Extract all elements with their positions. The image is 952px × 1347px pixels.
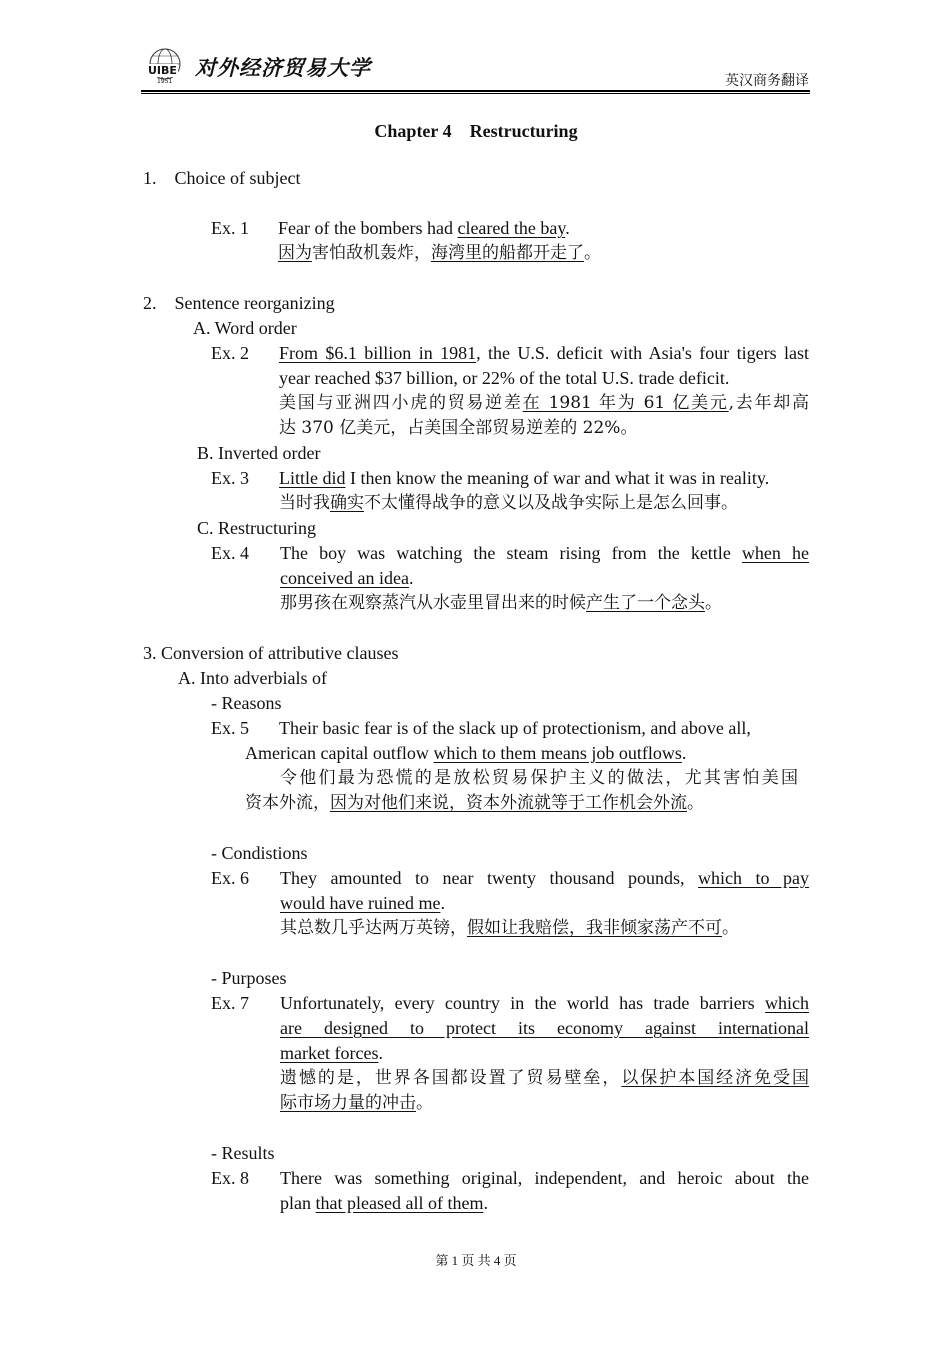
example-label: Ex. 7	[211, 993, 249, 1013]
example-label: Ex. 8	[211, 1168, 249, 1188]
example-english: There was something original, independent, and heroic about the	[280, 1168, 809, 1188]
example-english: conceived an idea.	[280, 568, 414, 588]
example-english: From $6.1 billion in 1981, the U.S. deficit with Asia's four tigers last	[279, 343, 809, 363]
example-english: Fear of the bombers had cleared the bay.	[278, 218, 570, 238]
example-label: Ex. 4	[211, 543, 249, 563]
example-chinese: 令他们最为恐慌的是放松贸易保护主义的做法，尤其害怕美国	[280, 768, 798, 788]
example-english: Unfortunately, every country in the world has trade barriers which	[280, 993, 809, 1013]
subsection-heading: C. Restructuring	[197, 518, 316, 538]
example-chinese: 因为害怕敌机轰炸，海湾里的船都开走了。	[278, 243, 601, 263]
example-english: would have ruined me.	[280, 893, 445, 913]
university-logo	[143, 44, 371, 88]
example-chinese: 那男孩在观察蒸汽从水壶里冒出来的时候产生了一个念头。	[280, 593, 722, 613]
example-label: Ex. 6	[211, 868, 249, 888]
example-english: The boy was watching the steam rising from the kettle when he	[280, 543, 809, 563]
subsection-heading: B. Inverted order	[197, 443, 321, 463]
example-english: year reached $37 billion, or 22% of the total U.S. trade deficit.	[279, 368, 730, 388]
course-name: 英汉商务翻译	[725, 73, 809, 89]
example-chinese: 达 370 亿美元，占美国全部贸易逆差的 22%。	[279, 418, 638, 438]
example-english: Little did I then know the meaning of war and what it was in reality.	[279, 468, 770, 488]
example-english: American capital outflow which to them means job outflows.	[245, 743, 687, 763]
example-english: plan that pleased all of them.	[280, 1193, 488, 1213]
example-chinese: 际市场力量的冲击。	[280, 1093, 433, 1113]
section-heading: 1. Choice of subject	[143, 168, 301, 188]
example-chinese: 遗憾的是，世界各国都设置了贸易壁垒，以保护本国经济免受国	[280, 1068, 810, 1088]
category-heading: - Results	[211, 1143, 275, 1163]
chapter-title: Chapter 4 Restructuring	[374, 121, 578, 141]
logo-calligraphy: 对外经济贸易大学	[195, 55, 371, 80]
example-english: market forces.	[280, 1043, 383, 1063]
example-label: Ex. 1	[211, 218, 249, 238]
logo-year: 1951	[157, 78, 173, 85]
subsection-heading: A. Word order	[193, 318, 297, 338]
example-label: Ex. 2	[211, 343, 249, 363]
category-heading: - Reasons	[211, 693, 282, 713]
subsection-heading: A. Into adverbials of	[178, 668, 327, 688]
example-english: are designed to protect its economy against international	[280, 1018, 809, 1038]
example-chinese: 资本外流，因为对他们来说，资本外流就等于工作机会外流。	[245, 793, 704, 813]
section-heading: 3. Conversion of attributive clauses	[143, 643, 399, 663]
example-label: Ex. 5	[211, 718, 249, 738]
example-chinese: 美国与亚洲四小虎的贸易逆差在 1981 年为 61 亿美元,去年却高	[279, 393, 810, 413]
example-chinese: 其总数几乎达两万英镑，假如让我赔偿，我非倾家荡产不可。	[280, 918, 739, 938]
example-english: Their basic fear is of the slack up of protectionism, and above all,	[279, 718, 751, 738]
example-english: They amounted to near twenty thousand pounds, which to pay	[280, 868, 809, 888]
section-heading: 2. Sentence reorganizing	[143, 293, 335, 313]
logo-abbr: UIBE	[148, 64, 177, 77]
example-label: Ex. 3	[211, 468, 249, 488]
page-number: 第 1 页 共 4 页	[435, 1253, 517, 1268]
header-rule-thick	[141, 90, 810, 92]
category-heading: - Purposes	[211, 968, 287, 988]
header-rule-thin	[141, 93, 810, 94]
category-heading: - Condistions	[211, 843, 308, 863]
example-chinese: 当时我确实不太懂得战争的意义以及战争实际上是怎么回事。	[279, 493, 738, 513]
